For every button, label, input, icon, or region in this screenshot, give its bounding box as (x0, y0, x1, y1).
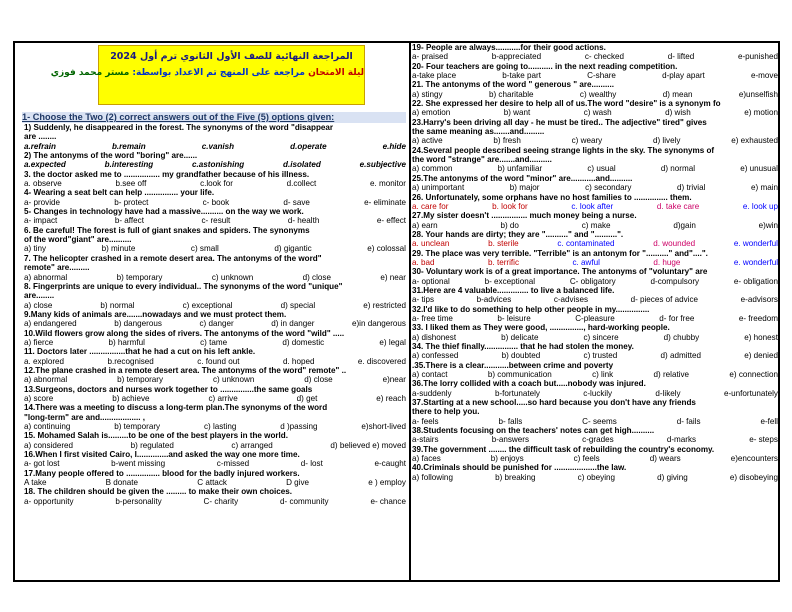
question-text: 15. Mohamed Salah is.........to be one of the best players in the world. (24, 431, 288, 441)
answer-option: e) colossal (367, 244, 406, 254)
answer-option: b) temporary (116, 272, 163, 282)
answer-option: c.look for (200, 179, 233, 189)
answer-option: a) continuing (24, 422, 71, 431)
answer-option: d- health (287, 216, 320, 226)
question-text: 40.Criminals should be punished for ...................the law. (412, 463, 627, 473)
question-text: .35.There is a clear...........between crime and poverty (412, 360, 614, 370)
answer-option: e) reach (376, 393, 406, 403)
answer-option: d.collect (286, 179, 317, 189)
answer-option: a) abnormal (24, 272, 68, 282)
answer-option: d) chubby (663, 332, 700, 342)
answer-option: d) wish (665, 108, 691, 118)
answer-option: e)win (758, 220, 778, 230)
answer-option: b) enjoys (490, 454, 524, 464)
answer-option: c) unknown (212, 375, 255, 385)
answer-option: b.see off (115, 179, 147, 189)
answer-option: e) near (380, 272, 406, 282)
answer-option: c) make (581, 220, 611, 230)
question-text: 39.The government ........ the difficult task of rebuilding the country's economy. (412, 444, 715, 454)
question-text: 8. Fingerprints are unique to every individual.. The synonyms of the word "unique" (24, 281, 343, 291)
answer-option: b) delicate (501, 332, 539, 342)
answer-option: b. look for (492, 201, 528, 211)
answer-option: c) usual (587, 164, 616, 174)
answer-option: b.remain (111, 141, 146, 151)
question-text: 16.When I first visited Cairo, I..............and asked the way one more time. (24, 450, 300, 460)
answer-option: c. contaminated (557, 239, 615, 249)
answer-option: a.expected (24, 160, 66, 170)
answer-options (412, 258, 778, 267)
banner-subtitle-night: ليلة الامتحان (308, 68, 364, 78)
answer-option: b) temporary (117, 375, 164, 385)
question-text: 20- Four teachers are going to........... in the next reading competition. (412, 61, 678, 71)
answer-options (24, 441, 406, 450)
question-text: 37.Starting at a new school.....so hard because you don't have any friends (412, 398, 696, 408)
answer-option: a) fierce (24, 337, 54, 347)
answer-options (24, 422, 406, 431)
answer-option: c-missed (216, 459, 250, 469)
answer-option: d-likely (655, 388, 681, 398)
answer-option: e- eliminate (364, 197, 406, 207)
answer-option: B donate (105, 478, 139, 488)
answer-option: b) unfamiliar (497, 164, 543, 174)
answer-option: e- chance (370, 496, 406, 506)
answer-option: d- for free (659, 313, 695, 323)
answer-option: e) unusual (740, 164, 778, 174)
answer-option: d- pieces of advice (630, 295, 699, 305)
answer-option: a. observe (24, 179, 62, 189)
answer-options (24, 478, 406, 487)
answer-option: C-share (587, 71, 616, 81)
answer-option: b- exceptional (484, 276, 536, 286)
answer-option: c) feels (573, 454, 600, 464)
answer-options (24, 160, 406, 169)
question-text: remote" are......... (24, 263, 90, 273)
answer-option: b) minute (101, 244, 136, 254)
answer-option: a- provide (24, 197, 60, 207)
answer-option: d-play apart (662, 71, 705, 81)
answer-option: a- opportunity (24, 496, 74, 506)
answer-option: c) weary (571, 136, 603, 146)
answer-option: a) common (412, 164, 453, 174)
answer-option: d. wounded (653, 239, 696, 249)
answer-option: e)unselfish (738, 89, 778, 99)
answer-option: a) following (412, 472, 453, 482)
answer-option: e)encounters (730, 454, 778, 464)
answer-option: b) fresh (493, 136, 521, 146)
answer-option: b- leisure (497, 313, 531, 323)
answer-option: e)short-lived (361, 422, 406, 431)
answer-option: a) dishonest (412, 332, 457, 342)
answer-options (24, 273, 406, 282)
question-text: of the word"giant" are.......... (24, 235, 132, 245)
answer-option: e-unfortunately (723, 388, 778, 398)
question-text: 13.Surgeons, doctors and nurses work together to ...............the same goals (24, 384, 313, 394)
answer-option: d-marks (666, 435, 697, 445)
left-questions (24, 123, 406, 506)
answer-option: d. huge (653, 257, 681, 267)
answer-option: e) connection (729, 370, 778, 380)
answer-option: d) get (296, 393, 318, 403)
question-text: 14.There was a meeting to discuss a long-term plan.The synonyms of the word (24, 403, 328, 413)
answer-option: e) motion (744, 108, 778, 118)
answer-option: a. unclean (412, 239, 450, 249)
question-text: 21. The antonyms of the word " generous " are.......... (412, 80, 614, 90)
question-text: 28. Your hands are dirty; they are ".........." and "..........". (412, 229, 624, 239)
answer-option: b.recognised (107, 356, 154, 366)
answer-option: e. look up (742, 201, 778, 211)
answer-option: e. wonderful (733, 257, 778, 267)
answer-option: a) active (412, 136, 443, 146)
answer-option: a) confessed (412, 351, 459, 361)
question-text: 9.Many kids of animals are.......nowadays and we must protect them. (24, 309, 287, 319)
answer-option: b) harmful (108, 337, 145, 347)
answer-option: c) lasting (203, 422, 237, 431)
answer-option: d- community (280, 496, 329, 506)
answer-option: c. found out (197, 356, 240, 366)
answer-option: a- free time (412, 313, 453, 323)
answer-options (24, 375, 406, 384)
answer-options (24, 497, 406, 506)
answer-option: e. wonderful (733, 239, 778, 249)
answer-option: d) admitted (660, 351, 701, 361)
answer-options (24, 198, 406, 207)
question-text: the same meaning as.......and......... (412, 127, 545, 137)
answer-option: d) normal (660, 164, 696, 174)
answer-option: b. sterile (488, 239, 519, 249)
answer-options (412, 454, 778, 463)
answer-option: c) arrive (208, 393, 238, 403)
answer-option: c.astonishing (192, 160, 245, 170)
answer-option: c) trusted (583, 351, 618, 361)
answer-option: b) charitable (488, 89, 534, 99)
answer-option: C-pleasure (575, 313, 615, 323)
question-text: 29. The place was very terrible. "Terrible" is an antonym for ".........." and"....". (412, 248, 708, 258)
answer-option: d) gigantic (274, 244, 312, 254)
answer-option: e) disobeying (729, 472, 778, 482)
question-text: 4- Wearing a seat belt can help ............... your life. (24, 188, 215, 198)
answer-option: e ) employ (368, 478, 406, 488)
answer-option: a- impact (24, 216, 58, 226)
answer-option: a.refrain (24, 141, 56, 151)
answer-option: a- praised (412, 52, 448, 62)
answer-option: b- affect (114, 216, 144, 226)
answer-option: b) major (509, 183, 540, 193)
question-text: 1) Suddenly, he disappeared in the forest. The synonyms of the word "disappear (24, 123, 334, 132)
answer-option: a) score (24, 393, 54, 403)
question-text: there to help you. (412, 407, 480, 417)
answer-option: d.isolated (283, 160, 321, 170)
answer-options (24, 216, 406, 225)
answer-option: e-move (750, 71, 778, 81)
answer-option: d- lifted (667, 52, 695, 62)
question-text: 30- Voluntary work is of a great importance. The antonyms of "voluntary" are (412, 267, 708, 277)
answer-option: b-fortunately (494, 388, 540, 398)
answer-option: a) contact (412, 370, 448, 380)
answer-options (24, 319, 406, 328)
answer-option: d) believed e) moved (330, 440, 406, 450)
answer-option: c) sincere (583, 332, 619, 342)
answer-option: d) close (304, 375, 333, 385)
question-text: 36.The lorry collided with a coach but.....nobody was injured. (412, 379, 646, 389)
answer-option: a) faces (412, 454, 441, 464)
question-text: 12.The plane crashed in a remote desert area. The antonyms of the word" remote" .. (24, 365, 347, 375)
answer-option: e-caught (374, 459, 406, 469)
answer-options (24, 244, 406, 253)
answer-option: e) honest (744, 332, 778, 342)
answer-option: a- got lost (24, 459, 60, 469)
answer-option: b- protect (114, 197, 149, 207)
question-text: 31.Here are 4 valuable.............. to live a balanced life. (412, 285, 615, 295)
answer-option: a. care for (412, 201, 449, 211)
answer-option: c.vanish (201, 141, 235, 151)
answer-option: e. monitor (370, 179, 406, 189)
question-text: 2) The antonyms of the word "boring" are...... (24, 151, 198, 161)
answer-option: b- falls (498, 416, 523, 426)
answer-option: c- result (201, 216, 231, 226)
answer-option: d) giving (657, 472, 688, 482)
answer-options (412, 52, 778, 61)
answer-options (412, 136, 778, 145)
answer-option: e)in dangerous (351, 319, 406, 329)
answer-option: b) achieve (112, 393, 150, 403)
answer-option: d) domestic (282, 337, 325, 347)
answer-option: a- tips (412, 295, 435, 305)
answer-options (412, 370, 778, 379)
answer-option: d)gain (673, 220, 696, 230)
answer-option: a) abnormal (24, 375, 68, 385)
answer-options (412, 473, 778, 482)
answer-option: c) arranged (231, 440, 273, 450)
answer-option: d- save (283, 197, 310, 207)
question-text: 17.Many people offered to ............... blood for the badly injured workers. (24, 468, 300, 478)
title-banner (50, 45, 365, 105)
answer-options (412, 417, 778, 426)
answer-option: c. awful (572, 257, 600, 267)
question-text: 25.The antonyms of the word "minor" are...........and.......... (412, 173, 633, 183)
answer-option: b) regulated (130, 440, 174, 450)
answer-option: d.operate (290, 141, 327, 151)
answer-options (412, 221, 778, 230)
answer-option: A take (24, 478, 47, 488)
answer-option: e-advisors (740, 295, 778, 305)
answer-option: e) restricted (363, 300, 406, 310)
question-text: 27.My sister doesn't ................ much money being a nurse. (412, 211, 637, 221)
question-text: 33. I liked them as They were good, ..............., hard-working people. (412, 323, 670, 333)
answer-option: a) unimportant (412, 183, 465, 193)
answer-options (412, 314, 778, 323)
question-text: 24.Several people described seeing strange lights in the sky. The synonyms of (412, 145, 715, 155)
answer-option: b. terrific (487, 257, 520, 267)
answer-option: d) in danger (271, 319, 315, 329)
answer-option: b-advices (476, 295, 512, 305)
question-text: are ........ (24, 132, 57, 142)
answer-option: c-grades (582, 435, 614, 445)
answer-options (412, 108, 778, 117)
answer-option: c) danger (199, 319, 234, 329)
right-column (412, 43, 778, 482)
question-text: 19- People are always...........for their good actions. (412, 43, 606, 52)
answer-option: e. discovered (357, 356, 406, 366)
question-text: 22. She expressed her desire to help all of us.The word "desire" is a synonym fo (412, 99, 721, 109)
answer-option: c) small (190, 244, 219, 254)
answer-options (412, 295, 778, 304)
answer-option: a. bad (412, 257, 435, 267)
instruction-heading: 1- Choose the Two (2) correct answers out of the Five (5) options given: (22, 112, 406, 123)
answer-option: a) tiny (24, 244, 47, 254)
answer-option: c) unknown (211, 272, 254, 282)
answer-option: C attack (197, 478, 227, 488)
answer-option: C- charity (203, 496, 239, 506)
left-column (24, 45, 406, 506)
question-text: 26. Unfortunately, some orphans have no host families to ............... them. (412, 192, 692, 202)
answer-options (412, 277, 778, 286)
answer-options (24, 357, 406, 366)
answer-option: e) main (751, 183, 778, 193)
question-text: are........ (24, 291, 55, 301)
right-questions (412, 43, 778, 482)
answer-option: a) considered (24, 440, 74, 450)
answer-option: e- obligation (733, 276, 778, 286)
answer-option: e- steps (749, 435, 778, 445)
answer-option: e- effect (376, 216, 406, 226)
answer-option: d) lively (652, 136, 681, 146)
answer-option: b) breaking (495, 472, 536, 482)
answer-options (24, 179, 406, 188)
answer-option: a) close (24, 300, 53, 310)
answer-option: a) endangered (24, 319, 77, 329)
answer-options (24, 142, 406, 151)
answer-option: b) dangerous (114, 319, 162, 329)
answer-options (412, 389, 778, 398)
answer-option: e.hide (382, 141, 406, 151)
answer-option: b-appreciated (491, 52, 542, 62)
answer-option: d- fails (676, 416, 701, 426)
answer-option: d )passing (280, 422, 318, 431)
banner-subtitle (50, 68, 364, 78)
answer-option: c) exceptional (182, 300, 233, 310)
question-text: 32.I'd like to do something to help other people in my............... (412, 304, 650, 314)
question-text: 18. The children should be given the ......... to make their own choices. (24, 487, 293, 497)
answer-option: e-fell (760, 416, 778, 426)
question-text: 38.Students focusing on the teachers' notes can get high.......... (412, 426, 655, 436)
answer-option: c-luckily (583, 388, 613, 398)
answer-option: c) secondary (585, 183, 632, 193)
answer-options (412, 90, 778, 99)
answer-option: c- book (202, 197, 230, 207)
answer-option: c) tame (200, 337, 228, 347)
answer-option: e.subjective (359, 160, 406, 170)
question-text: 34. The thief finally............... that he had stolen the money. (412, 342, 634, 351)
answer-option: e) exhausted (731, 136, 778, 146)
answer-option: a) emotion (412, 108, 451, 118)
answer-option: b) temporary (114, 422, 161, 431)
answer-option: d) relative (653, 370, 690, 380)
answer-option: c-advises (553, 295, 588, 305)
answer-option: d) special (280, 300, 316, 310)
banner-subtitle-review: مراجعة على المنهج تم الاعداد بواسطة: (132, 68, 305, 78)
answer-options (412, 71, 778, 80)
answer-option: a-stairs (412, 435, 439, 445)
answer-option: d- lost (300, 459, 323, 469)
question-text: 23.Harry's been driving all day - he must be tired.. The adjective" tired" gives (412, 117, 707, 127)
answer-options (24, 301, 406, 310)
answer-option: b) communication (487, 370, 552, 380)
answer-option: c) obeying (577, 472, 616, 482)
answer-options (24, 338, 406, 347)
question-text: 11. Doctors later ................that he had a cut on his left ankle. (24, 347, 256, 357)
answer-option: d) wears (649, 454, 681, 464)
answer-option: d. take care (656, 201, 700, 211)
question-text: the word "strange" are.......and.......... (412, 155, 552, 165)
question-text: 6. Be careful! The forest is full of giant snakes and spiders. The synonyms (24, 225, 310, 235)
answer-options (412, 239, 778, 248)
answer-option: c) wealthy (579, 89, 617, 99)
banner-subtitle-author: مستر محمد فوزي (50, 68, 130, 78)
answer-option: d) trivial (677, 183, 706, 193)
answer-option: e- freedom (738, 313, 778, 323)
answer-option: d) close (302, 272, 331, 282)
question-text: "long-term" are and.................. , (24, 412, 146, 422)
question-text: 5- Changes in technology have had a massive.......... on the way we work. (24, 207, 304, 217)
answer-option: a) earn (412, 220, 438, 230)
answer-option: a) stingy (412, 89, 443, 99)
answer-option: e) denied (744, 351, 778, 361)
answer-options (24, 459, 406, 468)
answer-option: c) wash (583, 108, 612, 118)
answer-option: b-went missing (111, 459, 166, 469)
question-text: 7. The helicopter crashed in a remote desert area. The antonyms of the word" (24, 253, 322, 263)
answer-option: D give (286, 478, 310, 488)
answer-options (24, 394, 406, 403)
answer-option: d. hoped (282, 356, 315, 366)
column-divider (409, 41, 411, 582)
answer-option: c. look after (571, 201, 614, 211)
answer-option: C- seems (582, 416, 617, 426)
answer-options (412, 164, 778, 173)
answer-options (412, 202, 778, 211)
answer-option: a-suddenly (412, 388, 452, 398)
answer-option: b-personality (115, 496, 162, 506)
answer-option: b) want (503, 108, 531, 118)
banner-title: المراجعة النهائية للصف الأول الثانوي ترم أول 2024 (110, 51, 353, 62)
answer-option: a-take place (412, 71, 457, 81)
answer-option: c- checked (584, 52, 625, 62)
answer-option: d) mean (662, 89, 693, 99)
answer-option: b-take part (502, 71, 541, 81)
answer-option: d-compulsory (650, 276, 700, 286)
answer-option: b) do (500, 220, 519, 230)
question-text: 10.Wild flowers grow along the sides of rivers. The antonyms of the word "wild" ..... (24, 328, 345, 338)
answer-option: c) link (592, 370, 614, 380)
answer-option: a. explored (24, 356, 65, 366)
answer-options (412, 435, 778, 444)
answer-options (412, 333, 778, 342)
answer-option: C- obligatory (569, 276, 616, 286)
answer-option: b) doubted (501, 351, 541, 361)
answer-option: a- feels (412, 416, 439, 426)
answer-option: e) legal (379, 337, 406, 347)
answer-option: a- optional (412, 276, 450, 286)
answer-options (412, 351, 778, 360)
answer-options (412, 183, 778, 192)
question-text: 3. the doctor asked me to ................ my grandfather because of his illness. (24, 169, 310, 179)
answer-option: b.interesting (104, 160, 154, 170)
answer-option: e)near (382, 375, 406, 385)
answer-option: b) normal (100, 300, 135, 310)
answer-option: b-answers (491, 435, 530, 445)
answer-option: e-punished (737, 52, 778, 62)
